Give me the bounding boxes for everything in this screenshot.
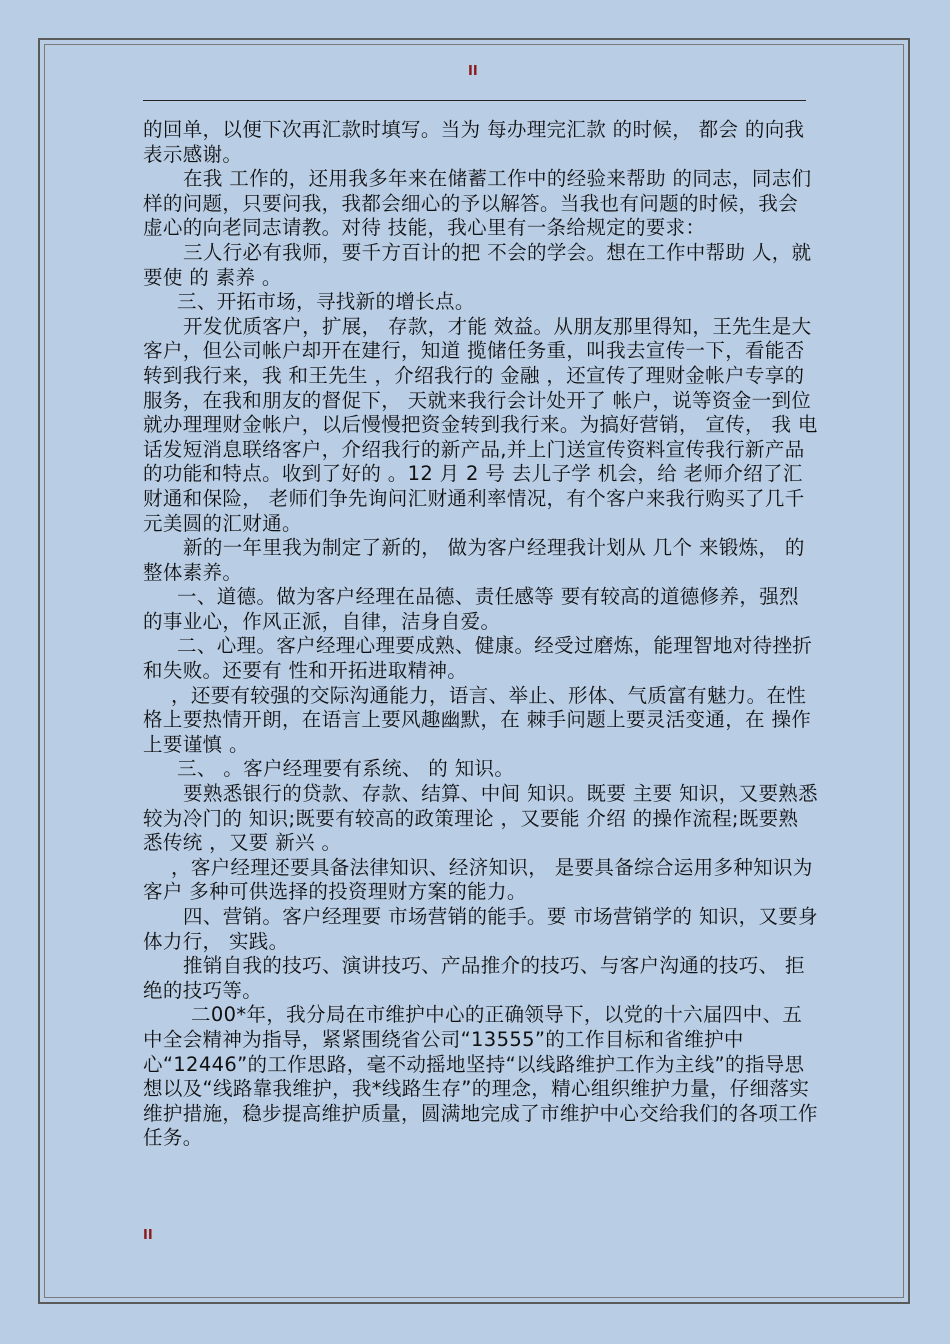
header-mark: II xyxy=(468,64,478,79)
paragraph-6: 新的一年里我为制定了新的， 做为客户经理我计划从 几个 来锻炼， 的整体素养。 xyxy=(143,536,805,584)
paragraph-12: ，客户经理还要具备法律知识、经济知识， 是要具备综合运用多种知识为客户 多种可供选择的投资理财方案的能力。 xyxy=(143,855,813,904)
paragraph-8: 二、心理。客户经理心理要成熟、健康。经受过磨炼，能理智地对待挫折和失败。还要有 性和开拓进取精神。 xyxy=(143,634,813,683)
paragraph-9: ，还要有较强的交际沟通能力，语言、举止、形体、气质富有魅力。在性格上要热情开朗，在语言上要风趣幽默，在 棘手问题上要灵活变通，在 操作上要谨慎 。 xyxy=(143,683,812,756)
paragraph-5: 开发优质客户，扩展， 存款，才能 效益。从朋友那里得知，王先生是大客户，但公司帐户却开在建行，知道 揽储任务重，叫我去宣传一下，看能否转到我行来，我 和王先生 ，介绍我行的 金融 ，还宣传了理财金帐户专享的服务，在我和朋友的督促下， 天就来我行会计处开了 帐户，说等资金一到位就办理理财金帐户，以后慢慢把资金转到我行来。为搞好营销， 宣传， 我 电话发短消息联络客户，介绍我行的新产品,并上门送宣传资料宣传我行新产品的功能和特点。收到了好的 。12 月 2 号 去儿子学 机会，给 老师介绍了汇财通和保险， 老师们争先询问汇财通利率情况，有个客户来我行购买了几千元美圆的汇财通。 xyxy=(143,314,818,535)
document-body xyxy=(143,118,818,1151)
footer-mark: II xyxy=(143,1228,153,1243)
paragraph-3: 三人行必有我师，要千方百计的把 不会的学会。想在工作中帮助 人，就要使 的 素养 。 xyxy=(143,240,812,289)
paragraph-11: 要熟悉银行的贷款、存款、结算、中间 知识。既要 主要 知识，又要熟悉较为冷门的 知识;既要有较高的政策理论 ，又要能 介绍 的操作流程;既要熟悉传统 ，又要 新兴 。 xyxy=(143,782,818,855)
paragraph-2: 在我 工作的，还用我多年来在储蓄工作中的经验来帮助 的同志，同志们 样的问题，只要问我，我都会细心的予以解答。当我也有问题的时候，我会 虚心的向老同志请教。对待 技能，我心里有一条给规定的要求： xyxy=(143,167,812,240)
paragraph-1: 的回单，以便下次再汇款时填写。当为 每办理完汇款 的时候， 都会 的向我表示感谢。 xyxy=(143,118,805,166)
paragraph-10: 三、 。客户经理要有系统、 的 知识。 xyxy=(177,757,515,781)
paragraph-15: 二00*年，我分局在市维护中心的正确领导下，以党的十六届四中、五中全会精神为指导，紧紧围绕省公司“13555”的工作目标和省维护中心“12446”的工作思路，毫不动摇地坚持“以线路维护工作为主线”的指导思想以及“线路靠我维护，我*线路生存”的理念，精心组织维护力量，仔细落实维护措施，稳步提高维护质量，圆满地完成了市维护中心交给我们的各项工作任务。 xyxy=(143,1003,818,1150)
header-rule xyxy=(143,100,806,101)
paragraph-13: 四、营销。客户经理要 市场营销的能手。要 市场营销学的 知识，又要身体力行， 实践。 xyxy=(143,905,818,953)
paragraph-4: 三、开拓市场，寻找新的增长点。 xyxy=(177,290,475,314)
paragraph-14: 推销自我的技巧、演讲技巧、产品推介的技巧、与客户沟通的技巧、 拒绝的技巧等。 xyxy=(143,954,805,1002)
paragraph-7: 一、道德。做为客户经理在品德、责任感等 要有较高的道德修养，强烈的事业心，作风正派，自律，洁身自爱。 xyxy=(143,585,799,633)
